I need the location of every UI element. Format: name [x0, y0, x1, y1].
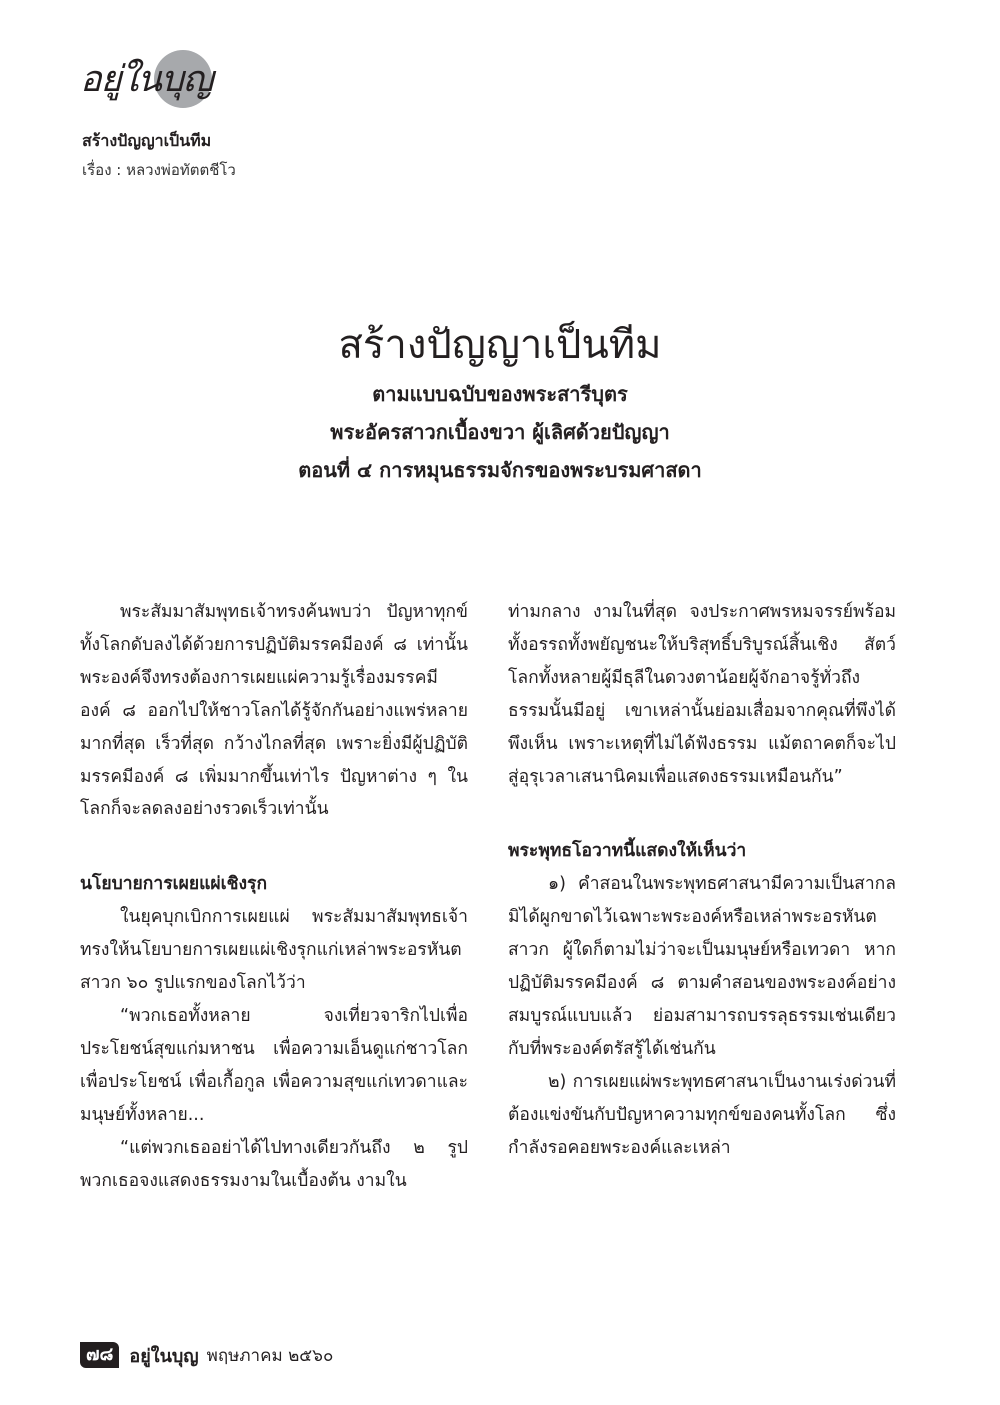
- article-subtitle-1: ตามแบบฉบับของพระสารีบุตร: [372, 382, 628, 406]
- body-paragraph: “พวกเธอทั้งหลาย จงเที่ยวจาริกไปเพื่อประโยชน์สุขแก่มหาชน เพื่อความเอ็นดูแก่ชาวโลก เพื่อประโยชน์ เพื่อเกื้อกูล เพื่อความสุขแก่เทวดาและมนุษย์ทั้งหลาย...: [80, 1005, 468, 1125]
- byline: เรื่อง : หลวงพ่อทัตตชีโว: [82, 161, 236, 179]
- section-heading: นโยบายการเผยแผ่เชิงรุก: [80, 874, 268, 895]
- left-column: [80, 596, 468, 1197]
- article-title: สร้างปัญญาเป็นทีม: [338, 322, 662, 368]
- body-paragraph: ๒) การเผยแผ่พระพุทธศาสนาเป็นงานเร่งด่วนที่ต้องแข่งขันกับปัญหาความทุกข์ของคนทั้งโลก ซึ่งกำลังรอคอยพระองค์และเหล่า: [508, 1071, 896, 1158]
- body-paragraph: ท่ามกลาง งามในที่สุด จงประกาศพรหมจรรย์พร้อมทั้งอรรถทั้งพยัญชนะให้บริสุทธิ์บริบูรณ์สิ้นเชิง สัตว์โลกทั้งหลายผู้มีธุลีในดวงตาน้อยผู้จักอาจรู้ทั่วถึงธรรมนั้นมีอยู่ เขาเหล่านั้นย่อมเสื่อมจากคุณที่พึงได้พึงเห็น เพราะเหตุที่ไม่ได้ฟังธรรม แม้ตถาคตก็จะไปสู่อุรุเวลาเสนานิคมเพื่อแสดงธรรมเหมือนกัน”: [508, 602, 896, 787]
- right-column: [508, 596, 896, 1165]
- page-number-badge: ๗๘: [80, 1342, 119, 1368]
- body-paragraph: ในยุคบุกเบิกการเผยแผ่ พระสัมมาสัมพุทธเจ้าทรงให้นโยบายการเผยแผ่เชิงรุกแก่เหล่าพระอรหันตสาวก ๖๐ รูปแรกของโลกไว้ว่า: [80, 907, 468, 994]
- article-subtitle-2: พระอัครสาวกเบื้องขวา ผู้เลิศด้วยปัญญา: [330, 420, 670, 444]
- issue-date: พฤษภาคม ๒๕๖๐: [206, 1345, 334, 1366]
- body-paragraph: พระสัมมาสัมพุทธเจ้าทรงค้นพบว่า ปัญหาทุกข์ทั้งโลกดับลงได้ด้วยการปฏิบัติมรรคมีองค์ ๘ เท่านั้น พระองค์จึงทรงต้องการเผยแผ่ความรู้เรื่องมรรคมีองค์ ๘ ออกไปให้ชาวโลกได้รู้จักกันอย่างแพร่หลายมากที่สุด เร็วที่สุด กว้างไกลที่สุด เพราะยิ่งมีผู้ปฏิบัติมรรคมีองค์ ๘ เพิ่มมากขึ้นเท่าไร ปัญหาต่าง ๆ ในโลกก็จะลดลงอย่างรวดเร็วเท่านั้น: [80, 602, 468, 820]
- body-paragraph: ๑) คำสอนในพระพุทธศาสนามีความเป็นสากล มิได้ผูกขาดไว้เฉพาะพระองค์หรือเหล่าพระอรหันตสาวก ผู้ใดก็ตามไม่ว่าจะเป็นมนุษย์หรือเทวดา หากปฏิบัติมรรคมีองค์ ๘ ตามคำสอนของพระองค์อย่างสมบูรณ์แบบแล้ว ย่อมสามารถบรรลุธรรมเช่นเดียวกับที่พระองค์ตรัสรู้ได้เช่นกัน: [508, 874, 896, 1059]
- page-footer: [80, 1340, 333, 1370]
- body-paragraph: “แต่พวกเธออย่าได้ไปทางเดียวกันถึง ๒ รูป พวกเธอจงแสดงธรรมงามในเบื้องต้น งามใน: [80, 1137, 468, 1191]
- publication-name: อยู่ในบุญ: [129, 1345, 199, 1367]
- logo-text: อยู่ในบุญ: [80, 59, 213, 100]
- section-heading: พระพุทธโอวาทนี้แสดงให้เห็นว่า: [508, 841, 747, 862]
- section-title: สร้างปัญญาเป็นทีม: [82, 131, 212, 150]
- magazine-logo: [80, 46, 230, 108]
- article-subtitle-3: ตอนที่ ๔ การหมุนธรรมจักรของพระบรมศาสดา: [298, 458, 702, 482]
